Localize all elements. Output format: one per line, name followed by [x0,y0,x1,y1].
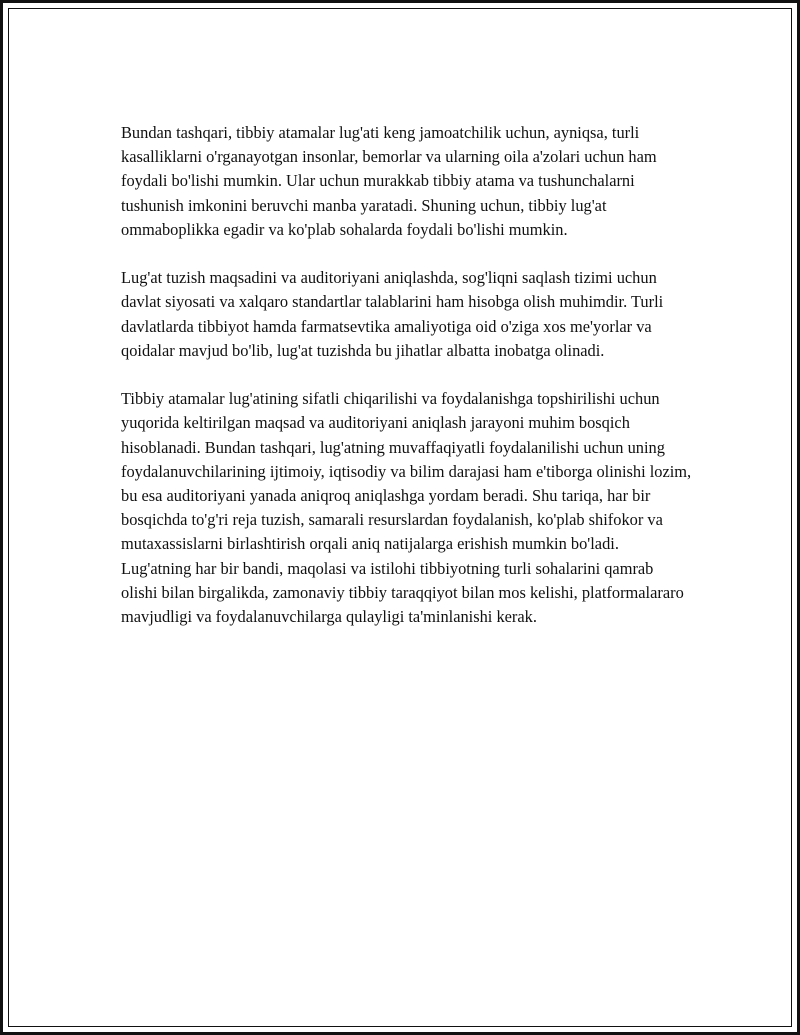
paragraph-3: Tibbiy atamalar lug'atining sifatli chiqarilishi va foydalanishga topshirilishi uchun yuqorida keltirilgan maqsad va auditoriyani aniqlash jarayoni muhim bosqich hisoblanadi. Bundan tashqari, lug'atning muvaffaqiyatli foydalanilishi uchun uning foydalanuvchilarining ijtimoiy, iqtisodiy va bilim darajasi ham e'tiborga olinishi lozim, bu esa auditoriyani yanada aniqroq aniqlashga yordam beradi. Shu tariqa, har bir bosqichda to'g'ri reja tuzish, samarali resurslardan foydalanish, ko'plab shifokor va mutaxassislarni birlashtirish orqali aniq natijalarga erishish mumkin bo'ladi. Lug'atning har bir bandi, maqolasi va istilohi tibbiyotning turli sohalarini qamrab olishi bilan birgalikda, zamonaviy tibbiy taraqqiyot bilan mos kelishi, platformalararo mavjudligi va foydalanuvchilarga qulayligi ta'minlanishi kerak. [121,389,692,627]
paragraph-2: Lug'at tuzish maqsadini va auditoriyani aniqlashda, sog'liqni saqlash tizimi uchun davlat siyosati va xalqaro standartlar talablarini ham hisobga olish muhimdir. Turli davlatlarda tibbiyot hamda farmatsevtika amaliyotiga oid o'ziga xos me'yorlar va qoidalar mavjud bo'lib, lug'at tuzishda bu jihatlar albatta inobatga olinadi. [121,268,664,360]
paragraph-1: Bundan tashqari, tibbiy atamalar lug'ati keng jamoatchilik uchun, ayniqsa, turli kasalliklarni o'rganayotgan insonlar, bemorlar va ularning oila a'zolari uchun ham foydali bo'lishi mumkin. Ular uchun murakkab tibbiy atama va tushunchalarni tushunish imkonini beruvchi manba yaratadi. Shuning uchun, tibbiy lug'at ommaboplikka egadir va ko'plab sohalarda foydali bo'lishi mumkin. [121,123,657,239]
document-body [121,121,693,629]
